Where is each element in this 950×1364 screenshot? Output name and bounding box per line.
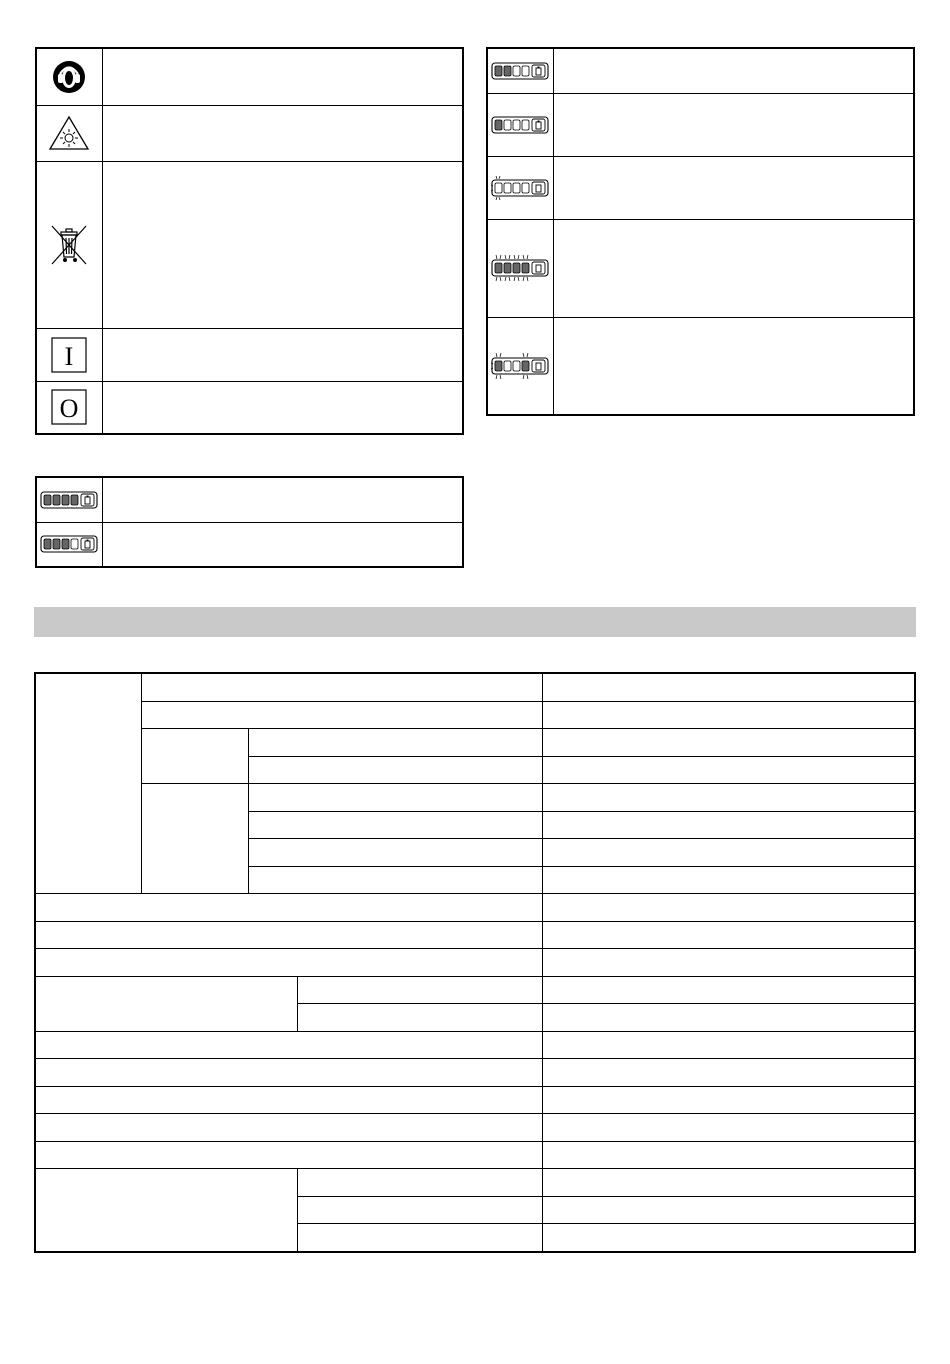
battery-blink-1-icon — [491, 175, 549, 201]
symbol-description — [102, 48, 463, 105]
battery-level-4-icon — [40, 490, 98, 510]
battery-level-2-icon — [491, 61, 549, 81]
spec-label — [36, 1114, 543, 1142]
light-warning-icon — [48, 115, 90, 151]
spec-label — [142, 674, 543, 702]
spec-label — [36, 894, 543, 922]
switch-on-icon — [51, 337, 87, 373]
spec-group-cell — [36, 1169, 298, 1252]
spec-value — [543, 976, 915, 1004]
spec-label — [36, 949, 543, 977]
specifications-table — [35, 673, 915, 1252]
spec-value — [543, 701, 915, 729]
spec-value — [543, 839, 915, 867]
battery-small-table — [35, 476, 464, 568]
spec-value — [543, 1196, 915, 1224]
spec-value — [543, 729, 915, 757]
battery-blink-alternate-icon — [491, 352, 549, 380]
spec-value — [543, 674, 915, 702]
spec-value — [543, 1141, 915, 1169]
battery-cell — [487, 93, 553, 156]
spec-label — [298, 1169, 543, 1197]
spec-label — [298, 1224, 543, 1252]
symbol-description — [102, 161, 463, 328]
weee-crossed-bin-icon — [49, 223, 89, 267]
spec-subgroup-cell — [142, 729, 249, 784]
battery-blink-all-icon — [491, 254, 549, 282]
battery-description — [102, 522, 463, 567]
spec-label — [249, 839, 543, 867]
battery-cell — [36, 477, 102, 522]
symbol-cell — [36, 48, 102, 105]
svg-text:I: I — [64, 341, 74, 371]
spec-value — [543, 866, 915, 894]
battery-cell — [487, 48, 553, 93]
spec-label — [249, 729, 543, 757]
spec-label — [298, 976, 543, 1004]
spec-subgroup-cell — [142, 784, 249, 894]
spec-value — [543, 1169, 915, 1197]
spec-group-cell — [36, 976, 298, 1031]
spec-value — [543, 1059, 915, 1087]
battery-description — [553, 219, 914, 317]
spec-value — [543, 1086, 915, 1114]
spec-value — [543, 1224, 915, 1252]
spec-label — [298, 1004, 543, 1032]
symbol-cell — [36, 161, 102, 328]
symbol-cell — [36, 105, 102, 161]
spec-group-cell — [36, 674, 142, 894]
spec-label — [142, 701, 543, 729]
spec-value — [543, 811, 915, 839]
battery-level-3-icon — [40, 534, 98, 554]
spec-label — [36, 1141, 543, 1169]
battery-status-table — [486, 47, 915, 416]
battery-cell — [487, 317, 553, 415]
spec-value — [543, 756, 915, 784]
spec-value — [543, 1031, 915, 1059]
spec-label — [249, 756, 543, 784]
symbol-description — [102, 381, 463, 434]
spec-value — [543, 894, 915, 922]
spec-value — [543, 784, 915, 812]
switch-off-icon — [51, 389, 87, 425]
battery-cell — [487, 219, 553, 317]
spec-label — [298, 1196, 543, 1224]
spec-label — [249, 784, 543, 812]
battery-cell — [487, 156, 553, 219]
spec-value — [543, 949, 915, 977]
spec-value — [543, 1114, 915, 1142]
spec-label — [249, 811, 543, 839]
spec-value — [543, 1004, 915, 1032]
spec-label — [36, 1059, 543, 1087]
spec-label — [36, 921, 543, 949]
symbol-cell — [36, 381, 102, 434]
battery-description — [553, 156, 914, 219]
symbol-cell — [36, 328, 102, 381]
battery-level-1-icon — [491, 115, 549, 135]
spec-label — [36, 1031, 543, 1059]
svg-text:O: O — [59, 394, 79, 424]
spec-label — [36, 1086, 543, 1114]
battery-cell — [36, 522, 102, 567]
battery-description — [553, 93, 914, 156]
symbol-description — [102, 328, 463, 381]
battery-description — [553, 317, 914, 415]
section-heading-band — [34, 607, 916, 637]
spec-value — [543, 921, 915, 949]
ear-protection-icon — [52, 60, 86, 94]
battery-description — [553, 48, 914, 93]
spec-label — [249, 866, 543, 894]
symbol-description — [102, 105, 463, 161]
battery-description — [102, 477, 463, 522]
symbols-table — [35, 47, 464, 435]
